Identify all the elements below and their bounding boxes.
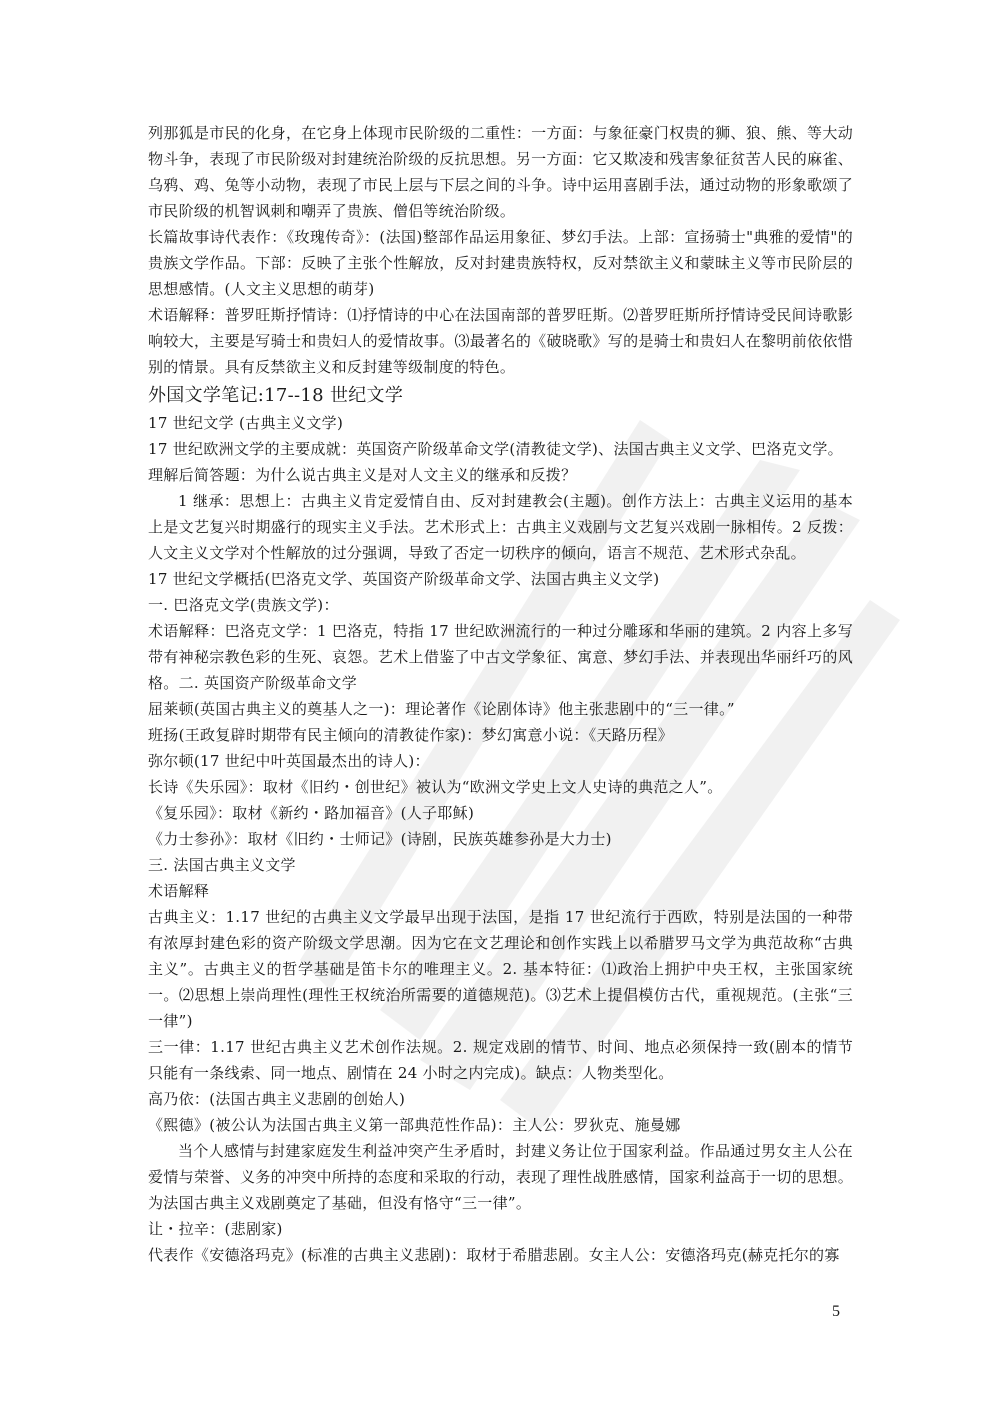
paragraph: 三一律：1.17 世纪古典主义艺术创作法规。2. 规定戏剧的情节、时间、地点必须保持一致(剧本的情节只能有一条线索、同一地点、剧情在 24 小时之内完成)。缺点：人物类型化。 [148,1038,853,1082]
paragraph: 班扬(王政复辟时期带有民主倾向的清教徒作家)：梦幻寓意小说：《天路历程》 [148,726,674,744]
paragraph: 17 世纪文学 (古典主义文学) [148,414,344,432]
paragraph: 术语解释：普罗旺斯抒情诗：⑴抒情诗的中心在法国南部的普罗旺斯。⑵普罗旺斯所抒情诗受民间诗歌影响较大，主要是写骑士和贵妇人的爱情故事。⑶最著名的《破晓歌》写的是骑士和贵妇人在黎明前依依惜别的情景。具有反禁欲主义和反封建等级制度的特色。 [148,306,853,376]
paragraph: 1 继承：思想上：古典主义肯定爱情自由、反对封建教会(主题)。创作方法上：古典主义运用的基本上是文艺复兴时期盛行的现实主义手法。艺术形式上：古典主义戏剧与文艺复兴戏剧一脉相传。2 反拨：人文主义文学对个性解放的过分强调，导致了否定一切秩序的倾向，语言不规范、艺术形式杂乱。 [148,492,853,562]
paragraph: 让・拉辛：(悲剧家) [148,1220,283,1238]
paragraph: 术语解释：巴洛克文学：1 巴洛克，特指 17 世纪欧洲流行的一种过分雕琢和华丽的建筑。2 内容上多写带有神秘宗教色彩的生死、哀怨。艺术上借鉴了中古文学象征、寓意、梦幻手法、并表现出华丽纤巧的风格。二. 英国资产阶级革命文学 [148,622,853,692]
paragraph: 弥尔顿(17 世纪中叶英国最杰出的诗人)： [148,752,430,770]
paragraph: 《复乐园》：取材《新约・路加福音》(人子耶稣) [148,804,475,822]
paragraph: 三. 法国古典主义文学 [148,856,296,874]
paragraph: 17 世纪欧洲文学的主要成就：英国资产阶级革命文学(清教徒文学)、法国古典主义文学、巴洛克文学。 [148,440,843,458]
paragraph: 高乃依：(法国古典主义悲剧的创始人) [148,1090,406,1108]
paragraph: 列那狐是市民的化身，在它身上体现市民阶级的二重性：一方面：与象征豪门权贵的狮、狼、熊、等大动物斗争，表现了市民阶级对封建统治阶级的反抗思想。另一方面：它又欺凌和残害象征贫苦人民的麻雀、乌鸦、鸡、兔等小动物，表现了市民上层与下层之间的斗争。诗中运用喜剧手法，通过动物的形象歌颂了市民阶级的机智讽刺和嘲弄了贵族、僧侣等统治阶级。 [148,124,853,220]
paragraph: 术语解释 [148,882,210,900]
paragraph: 当个人感情与封建家庭发生利益冲突产生矛盾时，封建义务让位于国家利益。作品通过男女主人公在爱情与荣誉、义务的冲突中所持的态度和采取的行动，表现了理性战胜感情，国家利益高于一切的思想。为法国古典主义戏剧奠定了基础，但没有恪守“三一律”。 [148,1142,853,1212]
page-number: 5 [832,1303,840,1320]
paragraph: 屈莱顿(英国古典主义的奠基人之一)：理论著作《论剧体诗》他主张悲剧中的“三一律。” [148,700,735,718]
paragraph: 《力士参孙》：取材《旧约・士师记》(诗剧，民族英雄参孙是大力士) [148,830,612,848]
paragraph: 代表作《安德洛玛克》(标准的古典主义悲剧)：取材于希腊悲剧。女主人公：安德洛玛克(赫克托尔的寡 [148,1246,840,1264]
paragraph: 长诗《失乐园》：取材《旧约・创世纪》被认为“欧洲文学史上文人史诗的典范之人”。 [148,778,723,796]
section-heading: 外国文学笔记:17--18 世纪文学 [148,385,404,406]
paragraph: 理解后简答题：为什么说古典主义是对人文主义的继承和反拨？ [148,466,577,484]
paragraph: 长篇故事诗代表作：《玫瑰传奇》：(法国)整部作品运用象征、梦幻手法。上部：宣扬骑士"典雅的爱情"的贵族文学作品。下部：反映了主张个性解放，反对封建贵族特权，反对禁欲主义和蒙昧主义等市民阶层的思想感情。(人文主义思想的萌芽) [148,228,853,298]
document-body [148,120,853,1268]
paragraph: 《熙德》(被公认为法国古典主义第一部典范性作品)：主人公：罗狄克、施曼娜 [148,1116,681,1134]
paragraph: 17 世纪文学概括(巴洛克文学、英国资产阶级革命文学、法国古典主义文学) [148,570,660,588]
paragraph: 古典主义：1.17 世纪的古典主义文学最早出现于法国，是指 17 世纪流行于西欧，特别是法国的一种带有浓厚封建色彩的资产阶级文学思潮。因为它在文艺理论和创作实践上以希腊罗马文学为典范故称“古典主义”。古典主义的哲学基础是笛卡尔的唯理主义。2. 基本特征：⑴政治上拥护中央王权，主张国家统一。⑵思想上崇尚理性(理性王权统治所需要的道德规范)。⑶艺术上提倡模仿古代，重视规范。(主张“三一律”) [148,908,853,1030]
paragraph: 一. 巴洛克文学(贵族文学)： [148,596,339,614]
